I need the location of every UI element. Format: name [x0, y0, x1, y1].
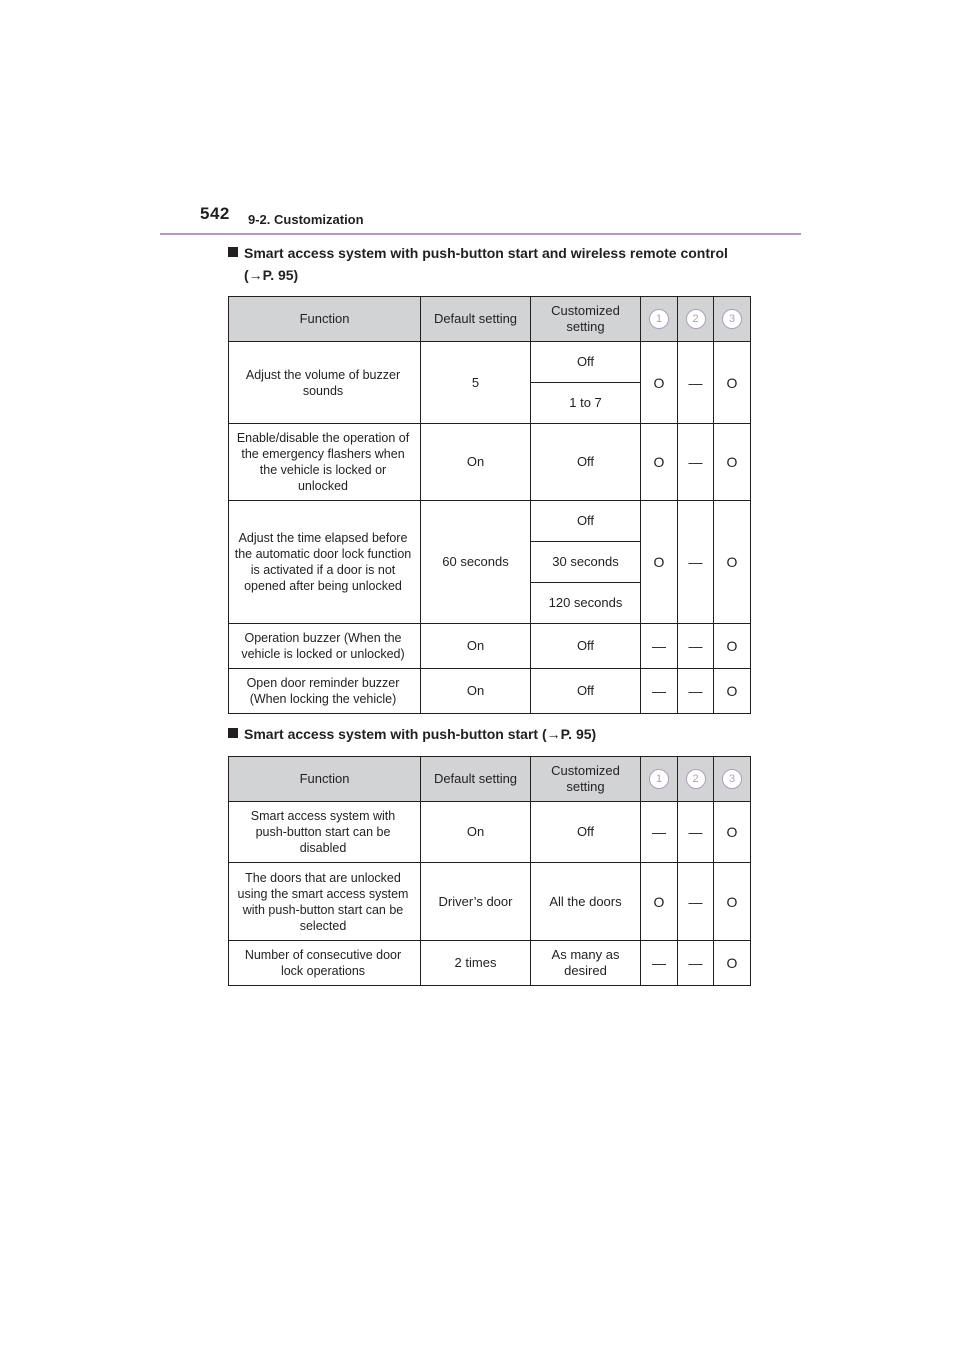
- header-col-3: [714, 757, 751, 802]
- settings-table-2: [228, 756, 751, 986]
- header-customized-setting: Customized setting: [531, 757, 641, 802]
- option-cell: 1 to 7: [531, 383, 641, 424]
- table-row: [229, 941, 751, 986]
- header-default-setting: Default setting: [421, 297, 531, 342]
- section2-heading: [228, 723, 596, 745]
- table-row: [229, 342, 751, 383]
- mark-cell: —: [678, 342, 714, 424]
- circled-number-2-icon: 2: [686, 309, 706, 329]
- function-cell: Operation buzzer (When the vehicle is locked or unlocked): [229, 624, 421, 669]
- header-col-1: [641, 297, 678, 342]
- header-function: Function: [229, 297, 421, 342]
- mark-cell: —: [641, 624, 678, 669]
- table-row: [229, 624, 751, 669]
- table-row: [229, 669, 751, 714]
- mark-cell: —: [678, 424, 714, 501]
- header-col-2: [678, 297, 714, 342]
- circled-number-1-icon: 1: [649, 309, 669, 329]
- mark-cell: O: [714, 863, 751, 941]
- function-cell: Adjust the time elapsed before the automatic door lock function is activated if a door is not opened after being unlocked: [229, 501, 421, 624]
- mark-cell: O: [641, 342, 678, 424]
- option-cell: Off: [531, 424, 641, 501]
- option-cell: All the doors: [531, 863, 641, 941]
- default-cell: Driver’s door: [421, 863, 531, 941]
- option-cell: Off: [531, 802, 641, 863]
- circled-number-2-icon: 2: [686, 769, 706, 789]
- mark-cell: —: [641, 941, 678, 986]
- table-row: [229, 802, 751, 863]
- option-cell: 120 seconds: [531, 583, 641, 624]
- section1-heading-line2: (→P. 95): [244, 267, 299, 283]
- option-cell: As many as desired: [531, 941, 641, 986]
- option-cell: 30 seconds: [531, 542, 641, 583]
- function-cell: The doors that are unlocked using the smart access system with push-button start can be selected: [229, 863, 421, 941]
- mark-cell: —: [678, 802, 714, 863]
- mark-cell: O: [714, 802, 751, 863]
- section-title: 9-2. Customization: [248, 212, 364, 227]
- mark-cell: O: [714, 501, 751, 624]
- header-col-3: [714, 297, 751, 342]
- mark-cell: O: [714, 424, 751, 501]
- mark-cell: O: [641, 424, 678, 501]
- option-cell: Off: [531, 342, 641, 383]
- mark-cell: O: [641, 863, 678, 941]
- mark-cell: —: [678, 941, 714, 986]
- mark-cell: O: [714, 941, 751, 986]
- mark-cell: —: [678, 863, 714, 941]
- function-cell: Adjust the volume of buzzer sounds: [229, 342, 421, 424]
- circled-number-3-icon: 3: [722, 769, 742, 789]
- settings-table-1: [228, 296, 751, 714]
- mark-cell: —: [678, 624, 714, 669]
- section1-heading: [228, 242, 728, 286]
- header-col-1: [641, 757, 678, 802]
- bullet-square-icon: [228, 728, 238, 738]
- mark-cell: —: [641, 669, 678, 714]
- option-cell: Off: [531, 669, 641, 714]
- default-cell: On: [421, 669, 531, 714]
- option-cell: Off: [531, 624, 641, 669]
- header-rule: [160, 233, 801, 235]
- default-cell: 2 times: [421, 941, 531, 986]
- circled-number-3-icon: 3: [722, 309, 742, 329]
- mark-cell: O: [714, 624, 751, 669]
- default-cell: On: [421, 802, 531, 863]
- default-cell: On: [421, 624, 531, 669]
- mark-cell: O: [714, 669, 751, 714]
- function-cell: Enable/disable the operation of the emergency flashers when the vehicle is locked or unlocked: [229, 424, 421, 501]
- mark-cell: O: [714, 342, 751, 424]
- default-cell: 60 seconds: [421, 501, 531, 624]
- circled-number-1-icon: 1: [649, 769, 669, 789]
- option-cell: Off: [531, 501, 641, 542]
- section2-heading-text: Smart access system with push-button start (→P. 95): [244, 726, 597, 742]
- page-number: 542: [200, 204, 230, 223]
- mark-cell: —: [678, 669, 714, 714]
- default-cell: 5: [421, 342, 531, 424]
- header-customized-setting: Customized setting: [531, 297, 641, 342]
- function-cell: Number of consecutive door lock operations: [229, 941, 421, 986]
- function-cell: Smart access system with push-button start can be disabled: [229, 802, 421, 863]
- mark-cell: O: [641, 501, 678, 624]
- section1-heading-line1: Smart access system with push-button start and wireless remote control: [244, 245, 728, 261]
- table-header-row: [229, 297, 751, 342]
- table-row: [229, 863, 751, 941]
- default-cell: On: [421, 424, 531, 501]
- bullet-square-icon: [228, 247, 238, 257]
- mark-cell: —: [641, 802, 678, 863]
- page-header: [200, 204, 230, 224]
- table-row: [229, 424, 751, 501]
- table-header-row: [229, 757, 751, 802]
- function-cell: Open door reminder buzzer (When locking the vehicle): [229, 669, 421, 714]
- header-default-setting: Default setting: [421, 757, 531, 802]
- table-row: [229, 501, 751, 542]
- mark-cell: —: [678, 501, 714, 624]
- header-col-2: [678, 757, 714, 802]
- header-function: Function: [229, 757, 421, 802]
